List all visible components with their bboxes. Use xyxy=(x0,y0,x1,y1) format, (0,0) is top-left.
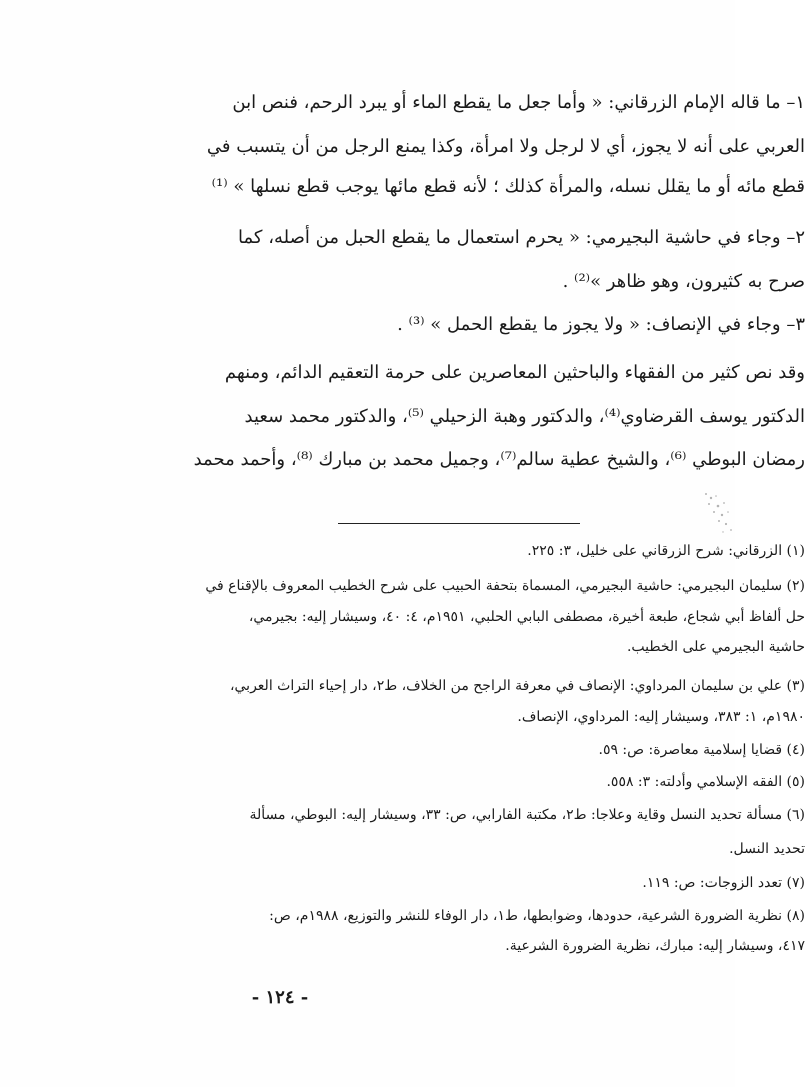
paragraph-line: ١– ما قاله الإمام الزرقاني: « وأما جعل ما يقطع الماء أو يبرد الرحم، فنص ابن xyxy=(232,92,805,113)
footnote-line: (٨) نظرية الضرورة الشرعية، حدودها، وضوابطها، ط١، دار الوفاء للنشر والتوزيع، ١٩٨٨م، ص: xyxy=(269,908,805,924)
footnote-line: ٤١٧، وسيشار إليه: مبارك، نظرية الضرورة الشرعية. xyxy=(505,938,805,954)
paragraph-line: الدكتور يوسف القرضاوي⁽⁴⁾، والدكتور وهبة الزحيلي ⁽⁵⁾، والدكتور محمد سعيد xyxy=(244,406,805,427)
footnote-line: ١٩٨٠م، ١: ٣٨٣، وسيشار إليه: المرداوي، الإنصاف. xyxy=(517,709,805,725)
footnote-line: حل ألفاظ أبي شجاع، طبعة أخيرة، مصطفى البابي الحلبي، ١٩٥١م، ٤: ٤٠، وسيشار إليه: بجيرمي، xyxy=(248,609,805,625)
footnote-line: (٣) علي بن سليمان المرداوي: الإنصاف في معرفة الراجح من الخلاف، ط٢، دار إحياء التراث العربي، xyxy=(229,678,805,694)
paragraph-line: وقد نص كثير من الفقهاء والباحثين المعاصرين على حرمة التعقيم الدائم، ومنهم xyxy=(224,362,805,383)
footnote-line: (٧) تعدد الزوجات: ص: ١١٩. xyxy=(642,875,805,891)
paragraph-line: قطع مائه أو ما يقلل نسله، والمرأة كذلك ؛ لأنه قطع مائها يوجب قطع نسلها » ⁽¹⁾ xyxy=(211,176,805,197)
page-number: - ١٢٤ - xyxy=(251,987,309,1008)
paragraph-line: ٢– وجاء في حاشية البجيرمي: « يحرم استعمال ما يقطع الحبل من أصله، كما xyxy=(238,227,805,248)
footnote-line: حاشية البجيرمي على الخطيب. xyxy=(626,639,805,655)
footnote-line: تحديد النسل. xyxy=(729,841,805,857)
footnote-line: (١) الزرقاني: شرح الزرقاني على خليل، ٣: ٢٢٥. xyxy=(527,543,805,559)
paragraph-line: صرح به كثيرون، وهو ظاهر »⁽²⁾ . xyxy=(562,271,805,292)
footnote-line: (٦) مسألة تحديد النسل وقاية وعلاجا: ط٢، مكتبة الفارابي، ص: ٣٣، وسيشار إليه: البوطي، مسألة xyxy=(249,807,805,823)
footnote-line: (٤) قضايا إسلامية معاصرة: ص: ٥٩. xyxy=(598,742,805,758)
paragraph-line: ٣– وجاء في الإنصاف: « ولا يجوز ما يقطع الحمل » ⁽³⁾ . xyxy=(397,314,805,335)
paragraph-line: رمضان البوطي ⁽⁶⁾، والشيخ عطية سالم⁽⁷⁾، وجميل محمد بن مبارك ⁽⁸⁾، وأحمد محمد xyxy=(193,449,805,470)
footnote-divider xyxy=(338,523,580,524)
footnote-line: (٢) سليمان البجيرمي: حاشية البجيرمي، المسماة بتحفة الحبيب على شرح الخطيب المعروف بالإقناع في xyxy=(205,578,805,594)
paragraph-line: العربي على أنه لا يجوز، أي لا لرجل ولا امرأة، وكذا يمنع الرجل من أن يتسبب في xyxy=(206,136,805,157)
footnote-line: (٥) الفقه الإسلامي وأدلته: ٣: ٥٥٨. xyxy=(606,774,805,790)
scan-smudge xyxy=(700,488,734,540)
